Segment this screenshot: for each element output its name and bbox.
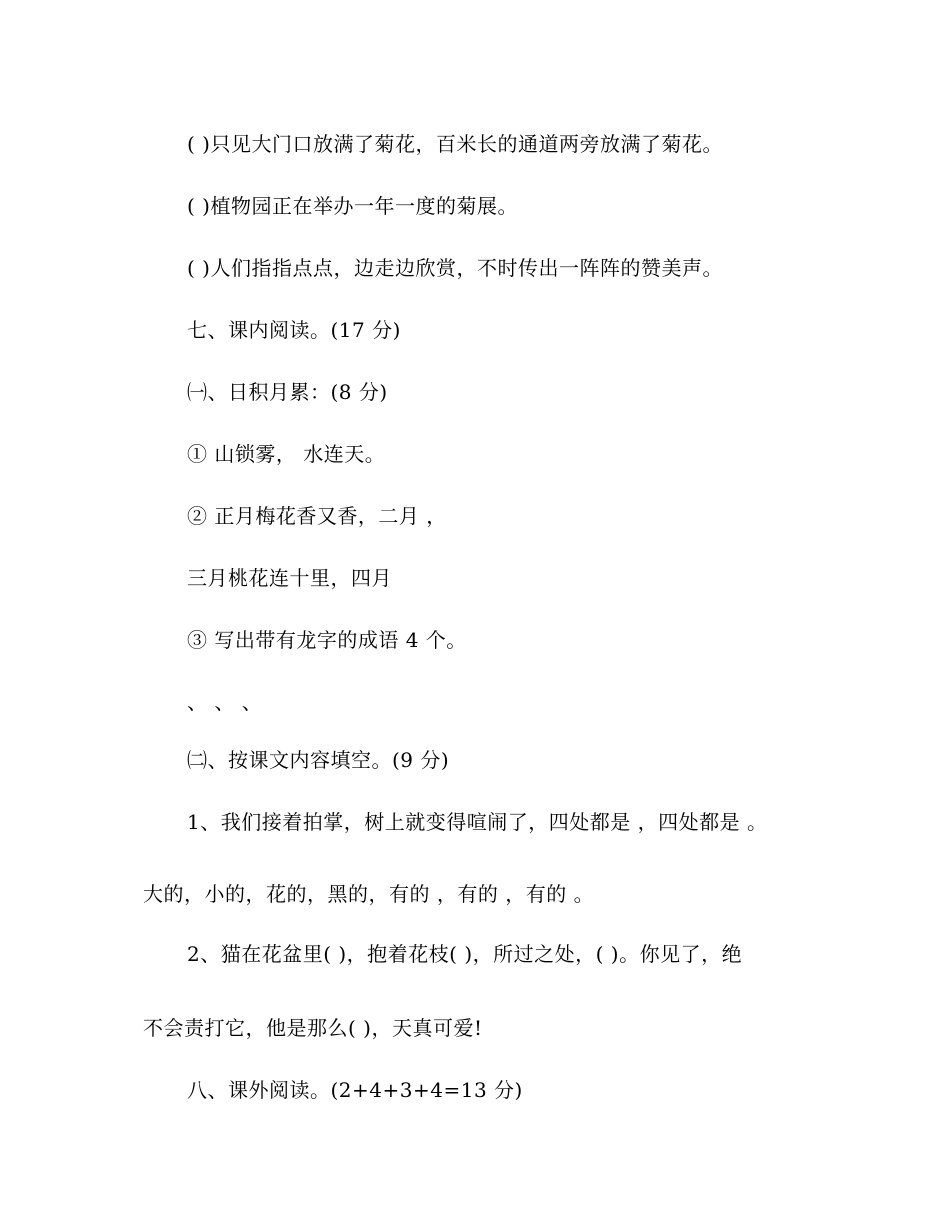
question-item-2-continued: 三月桃花连十里，四月 xyxy=(187,566,392,590)
section-heading-8: 八、课外阅读。(2+4+3+4=13 分) xyxy=(187,1078,523,1102)
order-item-1: ( )只见大门口放满了菊花，百米长的通道两旁放满了菊花。 xyxy=(187,132,723,156)
fill-in-item-1: 1、我们接着拍掌，树上就变得喧闹了，四处都是 ，四处都是 。 xyxy=(187,810,768,834)
fill-in-item-1-continued: 大的，小的，花的，黑的，有的 ，有的 ，有的 。 xyxy=(143,882,595,906)
question-item-1: ① 山锁雾， 水连天。 xyxy=(187,442,386,466)
question-item-2: ② 正月梅花香又香，二月 ， xyxy=(187,504,447,528)
answer-blanks: 、 、 、 xyxy=(187,690,263,714)
question-item-3: ③ 写出带有龙字的成语 4 个。 xyxy=(187,628,467,652)
fill-in-item-2: 2、猫在花盆里( )，抱着花枝( )，所过之处，( )。你见了，绝 xyxy=(187,942,743,966)
order-item-2: ( )植物园正在举办一年一度的菊展。 xyxy=(187,194,518,218)
subsection-heading-1: ㈠、日积月累：(8 分) xyxy=(187,380,388,404)
order-item-3: ( )人们指指点点，边走边欣赏，不时传出一阵阵的赞美声。 xyxy=(187,256,723,280)
subsection-heading-2: ㈡、按课文内容填空。(9 分) xyxy=(187,748,450,772)
fill-in-item-2-continued: 不会责打它，他是那么( )，天真可爱! xyxy=(143,1016,483,1040)
section-heading-7: 七、课内阅读。(17 分) xyxy=(187,318,401,342)
